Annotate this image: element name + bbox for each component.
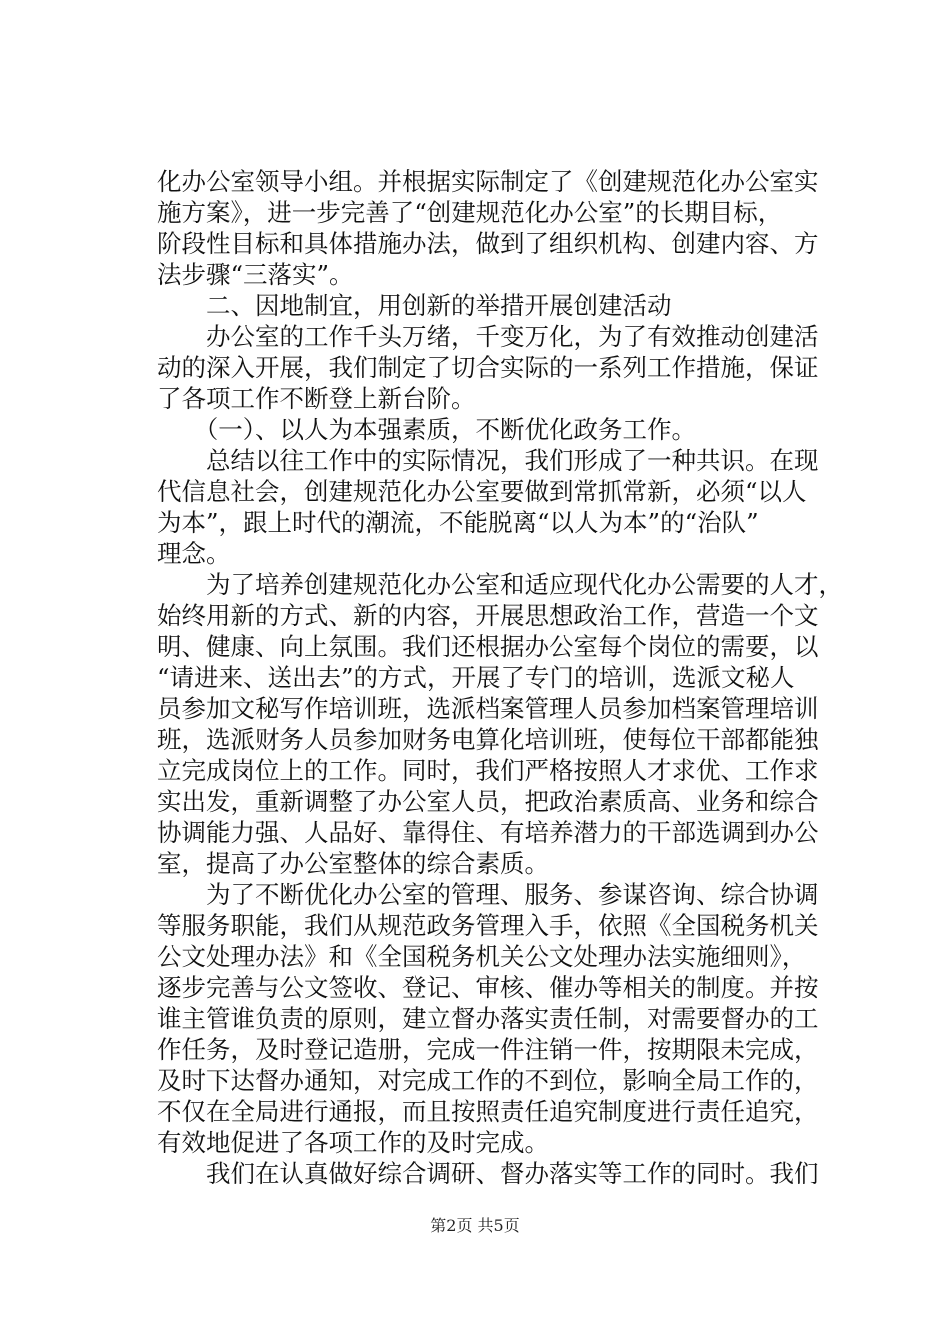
text-line: 明、健康、向上氛围。我们还根据办公室每个岗位的需要，以	[157, 632, 819, 661]
text-line: 二、因地制宜，用创新的举措开展创建活动	[157, 291, 672, 320]
text-line: 代信息社会，创建规范化办公室要做到常抓常新，必须“以人	[157, 477, 807, 506]
text-line: 理念。	[157, 539, 231, 568]
text-line: 了各项工作不断登上新台阶。	[157, 384, 476, 413]
text-line: 始终用新的方式、新的内容，开展思想政治工作，营造一个文	[157, 601, 819, 630]
text-line: 施方案》，进一步完善了“创建规范化办公室”的长期目标，	[157, 198, 783, 227]
text-line: 公文处理办法》和《全国税务机关公文处理办法实施细则》，	[157, 942, 807, 971]
text-line: （一）、以人为本强素质，不断优化政务工作。	[157, 415, 696, 444]
text-line: 协调能力强、人品好、靠得住、有培养潜力的干部选调到办公	[157, 818, 819, 847]
text-line: 有效地促进了各项工作的及时完成。	[157, 1128, 549, 1157]
text-line: 我们在认真做好综合调研、督办落实等工作的同时。我们	[157, 1159, 819, 1188]
text-line: 谁主管谁负责的原则，建立督办落实责任制，对需要督办的工	[157, 1004, 819, 1033]
text-line: 总结以往工作中的实际情况，我们形成了一种共识。在现	[157, 446, 819, 475]
page-footer: 第2页 共5页	[430, 1216, 520, 1235]
text-line: 员参加文秘写作培训班，选派档案管理人员参加档案管理培训	[157, 694, 819, 723]
text-line: 等服务职能，我们从规范政务管理入手，依照《全国税务机关	[157, 911, 819, 940]
text-line: 为了培养创建规范化办公室和适应现代化办公需要的人才，	[157, 570, 843, 599]
text-line: 班，选派财务人员参加财务电算化培训班，使每位干部都能独	[157, 725, 819, 754]
text-line: 化办公室领导小组。并根据实际制定了《创建规范化办公室实	[157, 167, 819, 196]
text-line: 实出发，重新调整了办公室人员，把政治素质高、业务和综合	[157, 787, 819, 816]
text-line: 动的深入开展，我们制定了切合实际的一系列工作措施，保证	[157, 353, 819, 382]
text-line: 室，提高了办公室整体的综合素质。	[157, 849, 549, 878]
text-line: “请进来、送出去”的方式，开展了专门的培训，选派文秘人	[157, 663, 795, 692]
text-line: 逐步完善与公文签收、登记、审核、催办等相关的制度。并按	[157, 973, 819, 1002]
text-line: 为本”，跟上时代的潮流，不能脱离“以人为本”的“治队”	[157, 508, 759, 537]
document-body	[157, 166, 843, 1189]
text-line: 及时下达督办通知，对完成工作的不到位，影响全局工作的，	[157, 1066, 819, 1095]
text-line: 立完成岗位上的工作。同时，我们严格按照人才求优、工作求	[157, 756, 819, 785]
text-line: 法步骤“三落实”。	[157, 260, 354, 289]
text-line: 不仅在全局进行通报，而且按照责任追究制度进行责任追究，	[157, 1097, 819, 1126]
text-line: 为了不断优化办公室的管理、服务、参谋咨询、综合协调	[157, 880, 819, 909]
text-line: 作任务，及时登记造册，完成一件注销一件，按期限未完成，	[157, 1035, 819, 1064]
text-line: 阶段性目标和具体措施办法，做到了组织机构、创建内容、方	[157, 229, 819, 258]
text-line: 办公室的工作千头万绪，千变万化，为了有效推动创建活	[157, 322, 819, 351]
